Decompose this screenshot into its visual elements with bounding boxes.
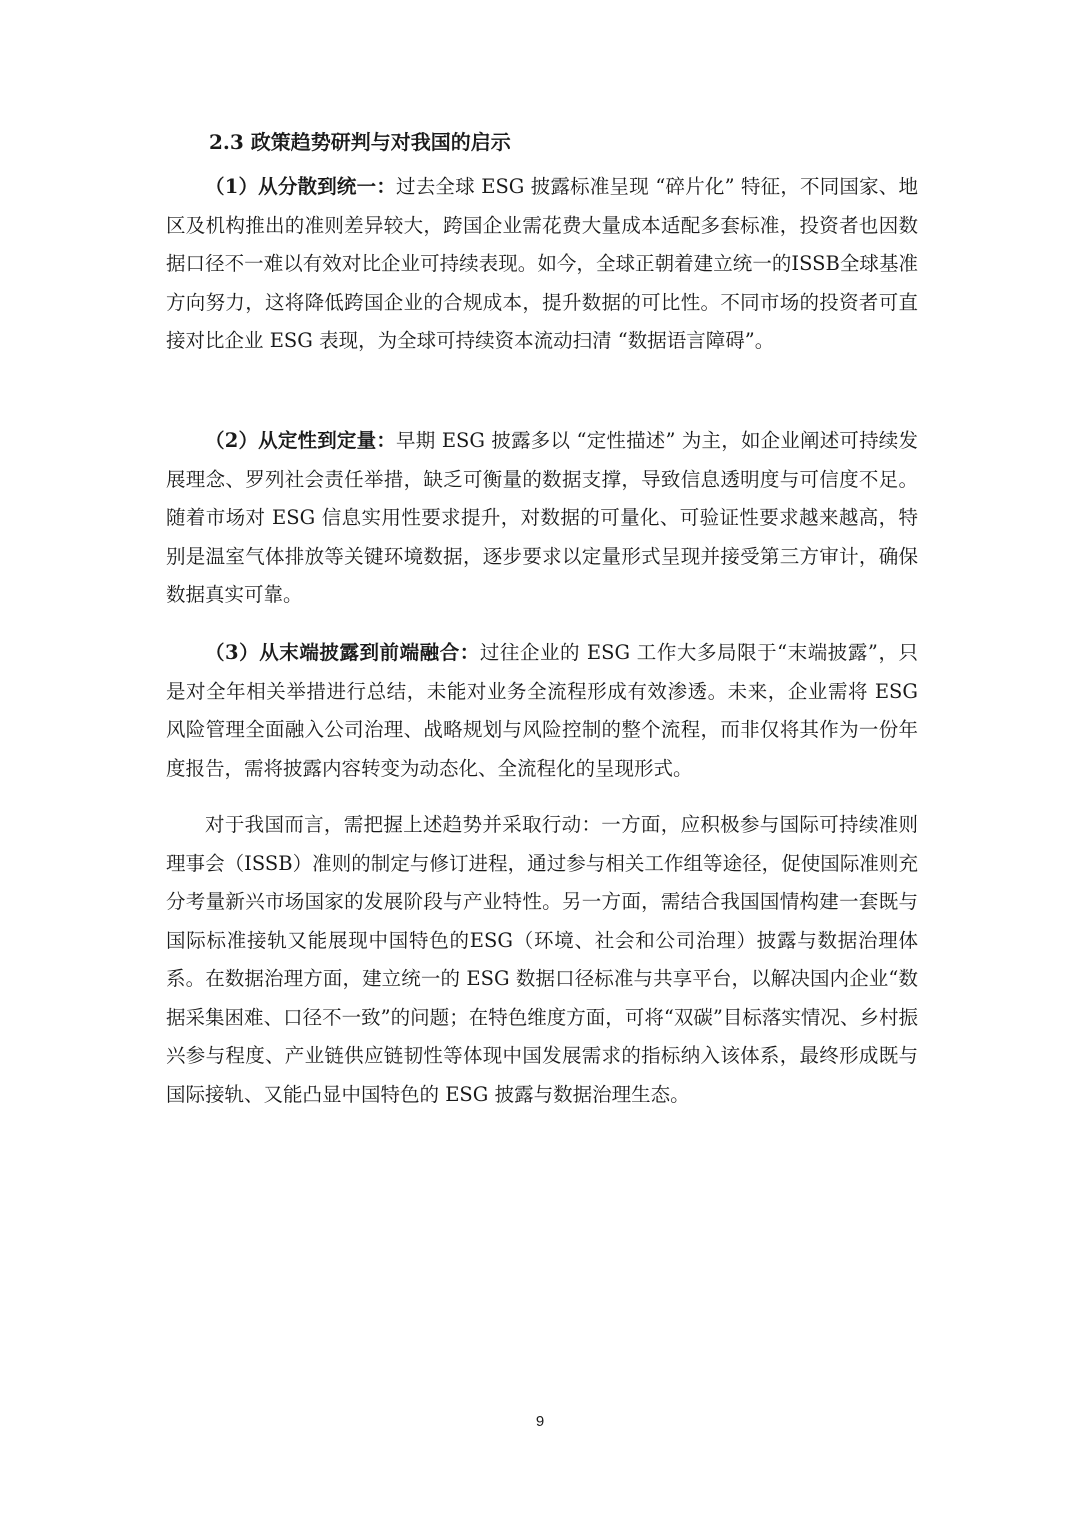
section-heading: 2.3 政策趋势研判与对我国的启示 xyxy=(209,130,511,154)
paragraph-text: 对于我国而言，需把握上述趋势并采取行动：一方面，应积极参与国际可持续准则理事会（ISSB）准则的制定与修订进程，通过参与相关工作组等途径，促使国际准则充分考量新兴市场国家的发展阶段与产业特性。另一方面，需结合我国国情构建一套既与国际标准接轨又能展现中国特色的ESG（环境、社会和公司治理）披露与数据治理体系。在数据治理方面，建立统一的 ESG 数据口径标准与共享平台，以解决国内企业“数据采集困难、口径不一致”的问题；在特色维度方面，可将“双碳”目标落实情况、乡村振兴参与程度、产业链供应链韧性等体现中国发展需求的指标纳入该体系，最终形成既与国际接轨、又能凸显中国特色的 ESG 披露与数据治理生态。 xyxy=(166,813,918,1106)
page-number: 9 xyxy=(535,1413,545,1430)
paragraph-lead: （1）从分散到统一： xyxy=(205,175,397,198)
paragraph-unification xyxy=(166,168,918,361)
paragraph-integration xyxy=(166,634,918,788)
paragraph-quantification xyxy=(166,422,918,615)
paragraph-lead: （3）从末端披露到前端融合： xyxy=(205,641,480,664)
paragraph-text: 过去全球 ESG 披露标准呈现 “碎片化” 特征，不同国家、地区及机构推出的准则差异较大，跨国企业需花费大量成本适配多套标准，投资者也因数据口径不一难以有效对比企业可持续表现。如今，全球正朝着建立统一的ISSB全球基准方向努力，这将降低跨国企业的合规成本，提升数据的可比性。不同市场的投资者可直接对比企业 ESG 表现，为全球可持续资本流动扫清 “数据语言障碍”。 xyxy=(166,175,919,352)
paragraph-china-implications xyxy=(166,806,918,1114)
paragraph-lead: （2）从定性到定量： xyxy=(205,429,397,452)
paragraph-text: 早期 ESG 披露多以 “定性描述” 为主，如企业阐述可持续发展理念、罗列社会责任举措，缺乏可衡量的数据支撑，导致信息透明度与可信度不足。随着市场对 ESG 信息实用性要求提升，对数据的可量化、可验证性要求越来越高，特别是温室气体排放等关键环境数据，逐步要求以定量形式呈现并接受第三方审计，确保数据真实可靠。 xyxy=(166,429,919,606)
paragraph-text: 过往企业的 ESG 工作大多局限于“末端披露”，只是对全年相关举措进行总结，未能对业务全流程形成有效渗透。未来，企业需将 ESG 风险管理全面融入公司治理、战略规划与风险控制的整个流程，而非仅将其作为一份年度报告，需将披露内容转变为动态化、全流程化的呈现形式。 xyxy=(166,641,918,780)
